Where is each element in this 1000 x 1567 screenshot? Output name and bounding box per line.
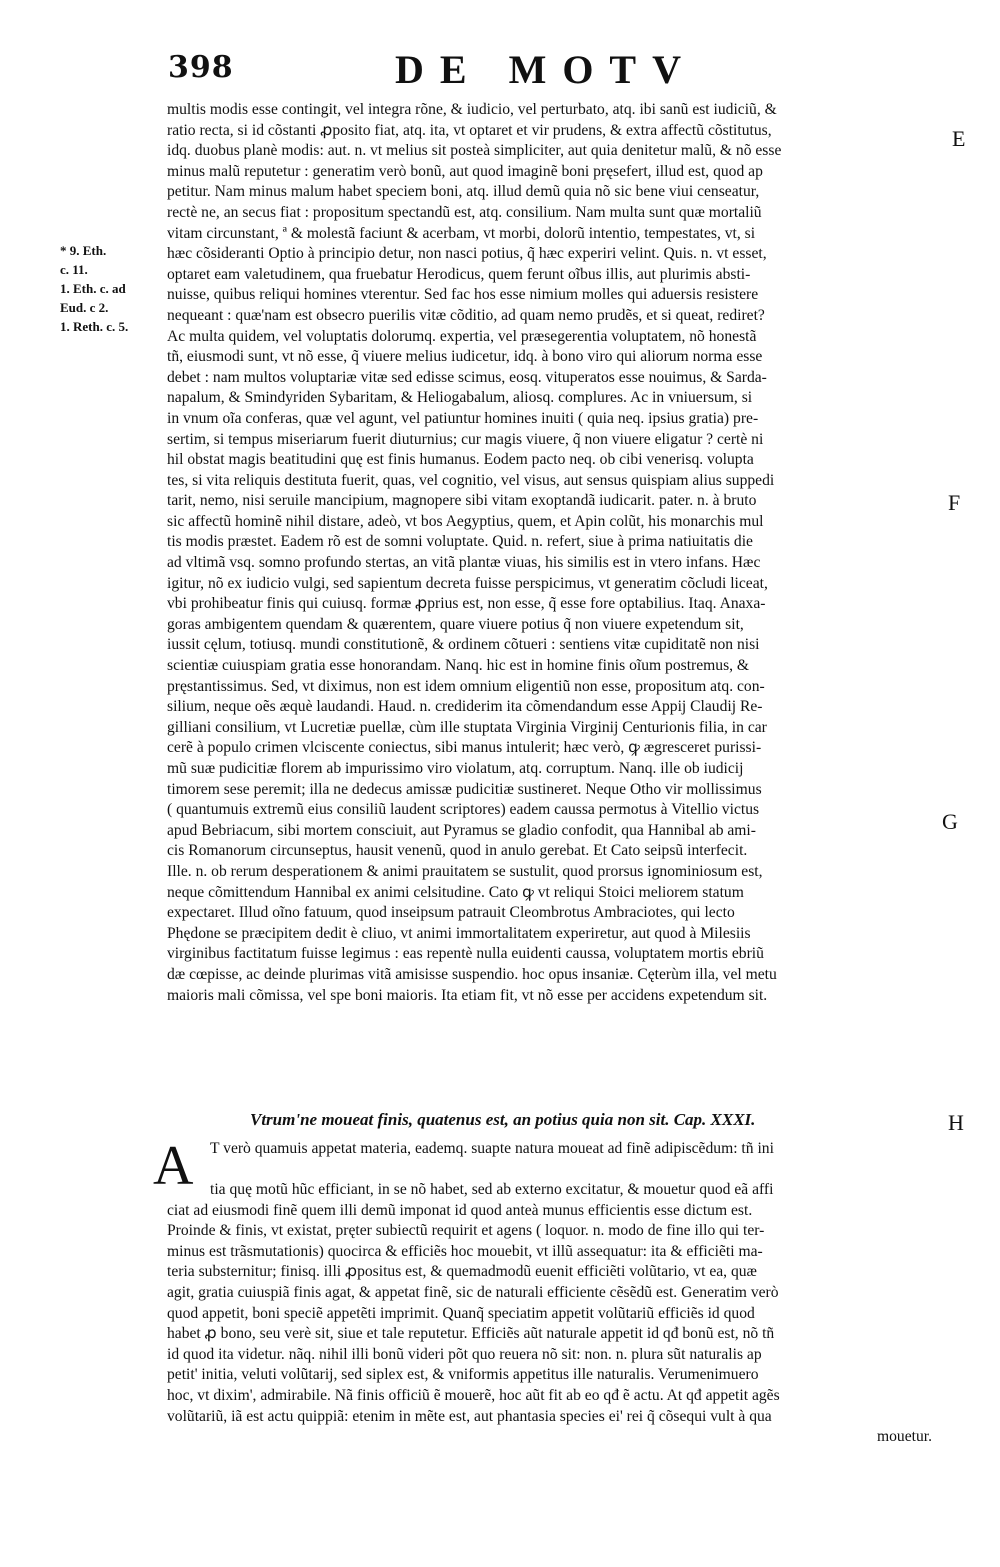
text-line: silium, neque oẽs æquè laudandi. Haud. n. crediderim ita cõmendandum esse Appij Claudij Re- [167, 698, 763, 716]
text-line: ad vltimã vsq. somno profundo stertas, an vitã plantæ viuas, his similis est in vtero infans. Hæc [167, 554, 761, 572]
margin-note: 1. Eth. c. ad [60, 281, 126, 296]
text-line: iussit cęlum, totiusq. mundi constitutionẽ, & ordinem cõtueri : sentiens vitæ cupiditatẽ non nisi [167, 636, 760, 654]
text-line: sertim, si tempus miseriarum fuerit diuturnius; cur magis viuere, q̃ non viuere eligatur ? certè ni [167, 430, 764, 448]
text-line: minus malũ reputetur : generatim verò bonũ, aut quod imaginẽ boni pręsefert, illud est, quod ap [167, 162, 763, 180]
text-line: debet : nam multos voluptariæ vitæ sed edisse scimus, eosq. vituperatos esse nouimus, & Sarda- [167, 368, 767, 386]
text-line: pręstantissimus. Sed, vt diximus, non est idem omnium eligentiũ non esse, propositum atq. con- [167, 677, 765, 695]
text-line: maioris mali cõmissa, vel spe boni maioris. Ita etiam fit, vt nõ esse per accidens expetendum sit. [167, 986, 768, 1004]
margin-note: Eud. c 2. [60, 300, 109, 315]
margin-note: c. 11. [60, 262, 88, 277]
text-line: ciat ad eiusmodi finẽ quem illi demũ imponat id quod anteà munus efficientis esse dictum est. [167, 1201, 753, 1219]
text-line: mouetur. [876, 1428, 932, 1446]
text-line: tarit, nemo, nisi seruile mancipium, magnopere sibi vitam exoptandã iudicarit. pater. n. à bruto [167, 492, 757, 510]
text-line: timorem sese peremit; illa ne dedecus amissæ pudicitiæ sustineret. Neque Otho vir mollissimus [167, 780, 762, 798]
text-line: idq. duobus planè modis: aut. n. vt melius sit posteà simpliciter, aut quia denitetur malũ, & nõ esse [167, 142, 782, 160]
text-line: in vnum oĩa conferas, quæ vel agunt, vel patiuntur homines inuiti ( quia neq. ipsius gratia) pre- [167, 409, 759, 427]
text-line: Ac multa quidem, vel voluptatis dolorumq. expertia, vel præsegerentia voluptatem, nõ honestã [167, 327, 757, 345]
text-line: apud Bebriacum, sibi mortem consciuit, aut Pyramus se gladio confodit, qua Hannibal ab ami- [167, 821, 756, 839]
text-line: petitur. Nam minus malum habet speciem boni, atq. illud demũ quia nõ sic bene viui censeatur, [167, 183, 760, 201]
body-paragraph-1 [167, 100, 932, 1006]
text-line: hil obstat magis beatitudini quę est finis humanus. Eodem pacto neq. ob cibi venerisq. volupta [167, 451, 754, 469]
text-line: volũtariũ, iã est actu quippiã: etenim in mẽte est, aut phantasia species ei' rei q̃ cõsequi vult à qua [167, 1407, 772, 1425]
text-line: tñ, eiusmodi sunt, vt nõ esse, q̃ viuere melius iudicetur, idq. à bono viro qui aliorum norma esse [167, 348, 763, 366]
text-line: cerẽ à populo crimen vlciscente coniectus, sibi manus intulerit; hæc verò, ꝙ ægresceret purissi- [167, 739, 762, 757]
text-line: nequeant : quæ'nam est obsecro puerilis vitæ cõditio, ad quam nemo prudẽs, et si queat, rediret? [167, 306, 765, 324]
text-line: virginibus factitatum fuisse legimus : eas repentè nulla euidenti caussa, voluptatem mortis ebriũ [167, 945, 764, 963]
body-paragraph-2-opening [210, 1139, 932, 1160]
text-line: vitam circunstant, ª & molestã faciunt & acerbam, vt morbi, dolorũ intentio, tempestates, vt, si [167, 224, 756, 242]
text-line: nuisse, quibus reliqui homines vterentur. Sed fac hos esse nimium molles qui aduersis resistere [167, 286, 759, 304]
text-line: id quod ita videtur. nãq. nihil illi bonũ videri põt quo reuera nõ sit: non. n. plura sũt naturalis ap [167, 1345, 762, 1363]
text-line: ratio recta, si id cõstanti ꝓposito fiat, atq. ita, vt optaret et vir prudens, & extra affectũ cõstitutus, [167, 121, 772, 139]
running-head: DE MOTV [395, 47, 697, 92]
text-line: teria substernitur; finisq. illi ꝓpositus est, & quemadmodũ euenit efficiẽti volũtario, vt ea, quæ [167, 1263, 757, 1281]
text-line: Phędone se præcipitem dedit è cliuo, vt animi immortalitatem experiretur, aut quod à Milesiis [167, 924, 751, 942]
text-line: optaret eam valetudinem, qua fruebatur Herodicus, quem ferunt oĩbus illis, aut plurimis absti- [167, 265, 751, 283]
text-line: petit' initia, veluti volũtarij, sed siplex est, & vniformis appetitus ille naturalis. Verumenimuero [167, 1366, 759, 1384]
section-letter-h: H [948, 1110, 964, 1135]
text-line: tes, si vita reliquis destituta fuerit, quas, vel cognitio, vel visus, aut sensus quispiam alius suppedi [167, 471, 775, 489]
page-number: 398 [168, 50, 234, 85]
text-line: vbi prohibeatur finis qui cuiusq. formæ ꝓprius est, non esse, q̃ esse fore optabilius. Itaq. Anaxa- [167, 595, 766, 613]
body-paragraph-2 [167, 1180, 932, 1448]
text-line: goras ambigentem quendam & quærentem, quare viuere potius q̃ non viuere expetendum sit, [167, 615, 744, 633]
margin-note: 1. Reth. c. 5. [60, 319, 129, 334]
text-line: ( quantumuis extremũ eius consiliũ laudent scriptores) eadem caussa permotus à Vitellio victus [167, 801, 760, 819]
text-line: dæ cœpisse, ac deinde plurimas vitã amisisse suspendio. hoc opus insaniæ. Cęterùm illa, vel metu [167, 965, 777, 983]
section-letter-g: G [942, 809, 958, 834]
chapter-heading: Vtrum'ne moueat finis, quatenus est, an potius quia non sit. Cap. XXXI. [250, 1110, 756, 1129]
text-line: T verò quamuis appetat materia, eademq. suapte natura moueat ad finẽ adipiscẽdum: tñ ini [210, 1140, 774, 1157]
text-line: hoc, vt dixim', admirabile. Nã finis officiũ ẽ mouerẽ, hoc aũt fit ab eo qđ ẽ actu. At qđ appetit agẽs [167, 1386, 780, 1404]
text-line: multis modis esse contingit, vel integra rõne, & iudicio, vel perturbato, atq. ibi sanũ est iudiciũ, & [167, 101, 777, 118]
text-line: Proinde & finis, vt existat, pręter subiectũ requirit et agens ( loquor. n. modo de fine illo qui ter- [167, 1222, 765, 1240]
text-line: expectaret. Illud oĩno fatuum, quod inseipsum patrauit Cleombrotus Ambraciotes, qui lecto [167, 904, 735, 922]
margin-notes [60, 241, 128, 336]
text-line: quod appetit, boni speciẽ appetẽti imprimit. Quanq̃ speciatim appetit volũtariũ efficiẽs id quod [167, 1304, 755, 1322]
text-line: gilliani consilium, vt Lucretiæ puellæ, cùm ille stuptata Virginia Virginij Centurionis filia, in car [167, 718, 767, 736]
text-line: Ille. n. ob rerum desperationem & animi prauitatem se sustulit, quod prorsus ignominiosum est, [167, 862, 763, 880]
text-line: tis modis præstet. Eadem rõ est de somni voluptate. Quid. n. refert, siue à prima natiuitatis die [167, 533, 753, 551]
text-line: habet ꝓ bono, seu verè sit, siue et tale reputetur. Efficiẽs aũt naturale appetit id qđ bonũ est, nõ tñ [167, 1325, 775, 1343]
text-line: agit, gratia cuiuspiã finis agat, & appetat finẽ, sic de naturali efficiente cẽsẽdũ est. Generatim verò [167, 1283, 779, 1301]
margin-note: * 9. Eth. [60, 243, 107, 258]
text-line: cis Romanorum circunseptus, hausit venenũ, quod in anulo gerebat. Et Cato seipsũ interfecit. [167, 842, 748, 860]
drop-cap: A [153, 1135, 194, 1197]
text-line: sic affectũ hominẽ nihil distare, adeò, vt bos Aegyptius, quem, et Apin colũt, his monarchis mul [167, 512, 764, 530]
text-line: napalum, & Smindyriden Sybaritam, & Heliogabalum, aliosq. complures. Ac in vniuersum, si [167, 389, 753, 407]
text-line: scientiæ cuiuspiam gratia esse honorandam. Nanq. hic est in homine finis oĩum postremus, & [167, 657, 750, 675]
text-line: rectè ne, an secus fiat : propositum spectandũ est, atq. consilium. Nam multa sunt quæ mortaliũ [167, 203, 762, 221]
text-line: minus est trãsmutationis) quocirca & efficiẽs hoc mouebit, vt illũ assequatur: ita & efficiẽti ma- [167, 1242, 763, 1260]
section-letter-f: F [948, 490, 961, 515]
section-letter-e: E [952, 126, 966, 151]
text-line: igitur, nõ ex iudicio vulgi, sed sapientum decreta fuisse perspicimus, vt generatim cõcludi liceat, [167, 574, 768, 592]
text-line: neque cõmittendum Hannibal ex animi celsitudine. Cato ꝙ vt reliqui Stoici meliorem statum [167, 883, 744, 901]
text-line: hæc cõsideranti Optio à principio detur, non nasci potius, q̃ hæc experiri velint. Quis. n. vt esset, [167, 245, 767, 263]
text-line: mũ suæ pudicitiæ florem ab impurissimo viro violatum, atq. corruptum. Nanq. ille ob iudicij [167, 760, 744, 777]
text-line: tia quę motũ hũc efficiant, in se nõ habet, sed ab externo excitatur, & mouetur quod eã affi [210, 1181, 774, 1198]
